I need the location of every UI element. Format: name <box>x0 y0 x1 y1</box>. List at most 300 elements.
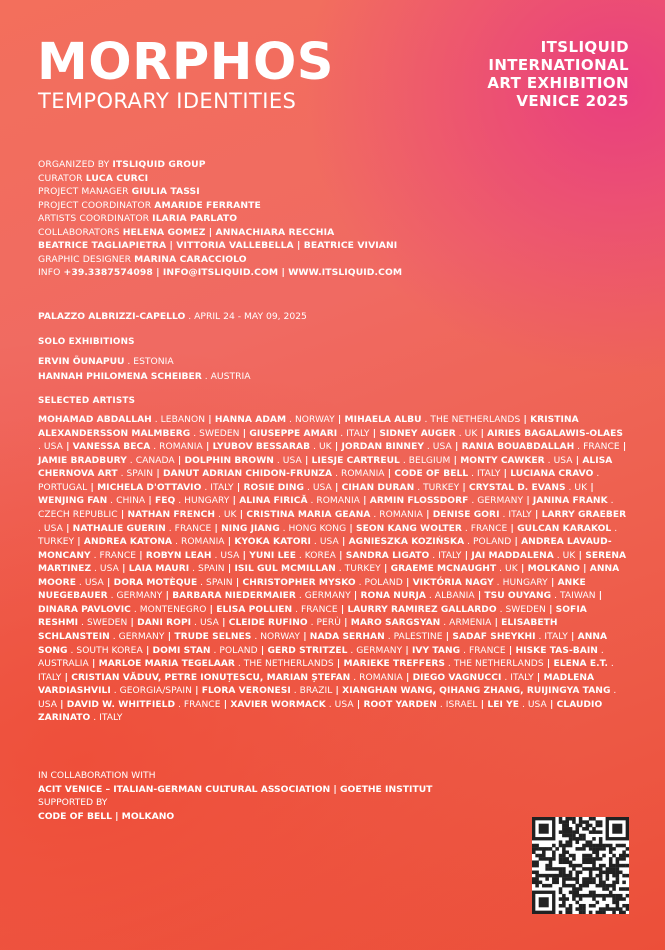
separator: | <box>299 632 310 642</box>
qr-module <box>586 877 590 881</box>
separator: | <box>61 672 72 683</box>
qr-module <box>559 854 563 858</box>
artist-name: ROSIE DING <box>243 482 305 493</box>
qr-module <box>599 871 603 875</box>
qr-module <box>612 867 616 871</box>
artist-entry: AIRIES BAGALAWIS-OLAES . USA <box>38 428 623 453</box>
separator: | <box>531 509 542 520</box>
collaboration-block <box>38 769 432 823</box>
artist-name: MONTY CAWKER <box>460 455 545 466</box>
artist-country: UK <box>562 550 576 561</box>
separator: | <box>517 564 528 575</box>
qr-module <box>575 830 579 834</box>
artist-country: GERMANY <box>356 645 403 656</box>
separator: | <box>62 523 73 534</box>
separator: | <box>236 509 247 520</box>
qr-module <box>599 844 603 848</box>
separator: | <box>331 482 342 493</box>
artist-country: UK <box>505 564 518 575</box>
separator: | <box>331 442 342 453</box>
qr-module <box>622 911 626 914</box>
exhibition-line: ART EXHIBITION <box>487 74 629 92</box>
separator: | <box>191 686 202 697</box>
qr-module <box>549 857 553 861</box>
separator: | <box>546 699 557 710</box>
qr-module <box>535 877 539 881</box>
qr-module <box>612 907 616 911</box>
qr-module <box>599 837 603 841</box>
artist-country: SOUTH KOREA <box>76 645 143 656</box>
qr-module <box>586 884 590 888</box>
artist-country: USA <box>38 699 57 710</box>
qr-module <box>582 877 586 881</box>
qr-module <box>579 884 583 888</box>
qr-module <box>626 894 629 898</box>
qr-module <box>609 894 613 898</box>
qr-module <box>552 854 556 858</box>
artist-country: SPAIN <box>126 469 154 480</box>
qr-module <box>542 874 546 878</box>
artist-entry: SADAF SHEYKHI . ITALY <box>452 632 568 642</box>
qr-module <box>575 840 579 844</box>
artist-country: UK <box>318 442 332 453</box>
separator: | <box>239 428 250 439</box>
qr-module <box>532 844 536 848</box>
qr-module <box>579 911 583 914</box>
qr-module <box>575 907 579 911</box>
artist-country: UK <box>223 509 237 520</box>
artist-name: CLEIDE RUFINO <box>228 618 308 629</box>
qr-module <box>569 837 573 841</box>
qr-module <box>562 874 566 878</box>
qr-module <box>579 847 583 851</box>
artist-entry: GERD STRITZEL . GERMANY <box>267 645 403 656</box>
artist-entry: LUCIANA CRAVO . PORTUGAL <box>38 469 600 493</box>
qr-module <box>619 871 623 875</box>
qr-module <box>606 894 610 898</box>
separator: | <box>205 415 215 425</box>
artist-country: ITALY <box>210 482 234 493</box>
artist-entry: SIDNEY AUGER . UK <box>379 428 478 439</box>
artist-name: ELISABETH SCHLANSTEIN <box>38 618 558 642</box>
artist-name: NATHAN FRENCH <box>127 509 216 520</box>
artist-entry: DAVID W. WHITFIELD . FRANCE <box>66 699 221 710</box>
qr-module <box>535 874 539 878</box>
qr-module <box>562 824 566 828</box>
artist-country: PORTUGAL <box>38 482 88 493</box>
artist-country: ARMENIA <box>449 618 492 629</box>
artist-country: USA <box>282 455 302 466</box>
qr-module <box>572 817 576 821</box>
artist-country: ROMANIA <box>316 496 360 507</box>
separator: | <box>74 537 84 548</box>
qr-module <box>582 881 586 885</box>
qr-module <box>565 877 569 881</box>
artist-entry: MARLOE MARIA TEGELAAR . THE NETHERLANDS <box>98 659 334 670</box>
qr-module <box>582 894 586 898</box>
artist-country: SWEDEN <box>86 618 128 629</box>
qr-module <box>559 874 563 878</box>
artist-country: NORWAY <box>294 415 335 425</box>
qr-module <box>542 857 546 861</box>
qr-module <box>602 911 606 914</box>
artist-country: TURKEY <box>423 482 460 493</box>
artist-name: CLAUDIO ZARINATO <box>38 699 603 724</box>
artist-name: ANDREA LAVAUD-MONCANY <box>38 537 612 561</box>
separator: | <box>335 550 346 561</box>
qr-module <box>592 881 596 885</box>
artist-name: ARMIN FLOSSDORF <box>369 496 469 507</box>
artist-country: USA <box>220 550 240 561</box>
artist-entry: NATHAN FRENCH . UK <box>127 509 237 520</box>
qr-module <box>555 881 559 885</box>
artist-name: NING JIANG <box>221 523 280 534</box>
solo-heading: SOLO EXHIBITIONS <box>38 337 135 347</box>
qr-module <box>569 877 573 881</box>
qr-module <box>555 867 559 871</box>
qr-module <box>616 867 620 871</box>
artist-name: DANI ROPI <box>137 618 192 629</box>
qr-module <box>592 860 596 864</box>
artist-name: HISKE TAS-BAIN <box>515 645 598 656</box>
qr-module <box>602 881 606 885</box>
artist-entry: ALINA FIRICĂ . ROMANIA <box>239 496 360 507</box>
qr-module <box>532 850 536 854</box>
qr-module <box>565 840 569 844</box>
separator: | <box>340 618 351 629</box>
artist-name: MARIEKE TREFFERS <box>343 659 445 670</box>
qr-module <box>609 847 613 851</box>
qr-module <box>596 844 600 848</box>
qr-module <box>612 897 616 901</box>
separator: | <box>224 537 235 548</box>
separator: | <box>62 442 73 453</box>
qr-module <box>609 864 613 868</box>
qr-finder <box>612 824 622 834</box>
qr-module <box>599 877 603 881</box>
qr-module <box>562 897 566 901</box>
artist-country: ROMANIA <box>379 509 423 520</box>
artist-country: CZECH REPUBLIC <box>38 509 118 520</box>
qr-module <box>569 840 573 844</box>
separator: | <box>337 604 348 615</box>
qr-module <box>572 891 576 895</box>
qr-module <box>535 854 539 858</box>
qr-module <box>606 871 610 875</box>
qr-module <box>619 894 623 898</box>
qr-module <box>535 871 539 875</box>
qr-module <box>609 860 613 864</box>
qr-module <box>562 847 566 851</box>
artist-country: POLAND <box>219 645 258 656</box>
artist-entry: NING JIANG . HONG KONG <box>221 523 347 534</box>
qr-module <box>616 877 620 881</box>
qr-module <box>609 844 613 848</box>
qr-module <box>586 867 590 871</box>
separator: | <box>545 604 556 615</box>
qr-module <box>555 874 559 878</box>
qr-module <box>535 860 539 864</box>
qr-module <box>562 820 566 824</box>
artist-entry: ALISA CHERNOVA ART . SPAIN <box>38 455 613 480</box>
artist-name: MICHELA D'OTTAVIO <box>97 482 202 493</box>
qr-module <box>582 844 586 848</box>
separator: | <box>346 523 357 534</box>
qr-module <box>602 897 606 901</box>
qr-module <box>559 817 563 821</box>
qr-module <box>565 911 569 914</box>
artist-country: ITALY <box>510 672 534 683</box>
qr-module <box>599 884 603 888</box>
qr-module <box>599 840 603 844</box>
separator: | <box>500 469 511 480</box>
qr-module <box>586 881 590 885</box>
separator: | <box>619 442 627 453</box>
qr-module <box>589 874 593 878</box>
qr-module <box>565 830 569 834</box>
qr-module <box>606 867 610 871</box>
qr-module <box>565 884 569 888</box>
artist-entry: JAI MADDALENA . UK <box>471 550 576 561</box>
qr-module <box>582 867 586 871</box>
qr-module <box>599 830 603 834</box>
qr-module <box>589 881 593 885</box>
credit-line: INFO +39.3387574098 | INFO@ITSLIQUID.COM | WWW.ITSLIQUID.COM <box>38 267 403 278</box>
qr-module <box>562 827 566 831</box>
artist-entry: LIESJE CARTREUL . BELGIUM <box>311 455 451 466</box>
qr-module <box>612 884 616 888</box>
artist-country: UK <box>574 482 588 493</box>
artist-name: ISIL GUL MCMILLAN <box>234 564 336 575</box>
qr-module <box>562 854 566 858</box>
artist-entry: GULCAN KARAKOL . TURKEY <box>38 523 618 548</box>
artist-entry: XIANGHAN WANG, QIHANG ZHANG, RUIJINGYA TANG . USA <box>38 686 617 710</box>
qr-module <box>539 874 543 878</box>
separator: | <box>145 496 156 507</box>
artist-country: USA <box>334 699 354 710</box>
supported-label: SUPPORTED BY <box>38 797 108 808</box>
qr-module <box>532 877 536 881</box>
artist-country: THE NETHERLANDS <box>430 415 521 425</box>
separator: | <box>350 591 361 602</box>
separator: | <box>477 699 488 710</box>
qr-module <box>572 887 576 891</box>
artist-entry: ARMIN FLOSSDORF . GERMANY <box>369 496 524 507</box>
artist-entry: CODE OF BELL . ITALY <box>394 469 501 480</box>
qr-module <box>599 881 603 885</box>
artist-name: WENJING FAN <box>38 496 108 507</box>
artist-entry: KYOKA KATORI . USA <box>234 537 339 548</box>
qr-module <box>586 894 590 898</box>
artist-entry <box>528 564 580 574</box>
separator: | <box>206 604 217 615</box>
artist-country: SWEDEN <box>199 428 240 439</box>
qr-module <box>569 827 573 831</box>
qr-module <box>592 894 596 898</box>
qr-module <box>539 854 543 858</box>
venue-dates: . APRIL 24 - MAY 09, 2025 <box>185 311 307 322</box>
artist-name: VANESSA BECA <box>72 442 151 453</box>
artist-entry: SOFIA RESHMI . SWEDEN <box>38 604 587 629</box>
qr-module <box>532 881 536 885</box>
separator: | <box>459 482 469 493</box>
artist-country: FRANCE <box>301 604 338 615</box>
artist-name: GULCAN KARAKOL <box>517 523 612 534</box>
artist-name: ROOT YARDEN <box>363 699 437 710</box>
qr-module <box>602 894 606 898</box>
qr-module <box>616 860 620 864</box>
qr-module <box>619 887 623 891</box>
credit-line: PROJECT COORDINATOR AMARIDE FERRANTE <box>38 199 261 211</box>
qr-module <box>572 897 576 901</box>
qr-module <box>602 887 606 891</box>
qr-module <box>569 834 573 838</box>
qr-module <box>565 850 569 854</box>
qr-module <box>579 904 583 908</box>
separator: | <box>402 577 413 588</box>
artist-name: RONA NURJA <box>360 591 426 602</box>
artist-entry: LEI YE . USA <box>487 699 547 710</box>
artist-entry: LYUBOV BESSARAB . UK <box>212 442 332 453</box>
artist-name: MOHAMAD ABDALLAH <box>38 415 152 425</box>
separator: | <box>575 550 586 561</box>
artist-name: CIHAN DURAN <box>341 482 415 493</box>
artist-name: VIKTÓRIA NAGY <box>412 577 494 588</box>
artist-country: SPAIN <box>206 577 233 588</box>
qr-module <box>589 840 593 844</box>
qr-module <box>572 857 576 861</box>
qr-module <box>616 894 620 898</box>
separator: | <box>257 645 268 656</box>
qr-module <box>592 904 596 908</box>
artist-name: ELISA POLLIEN <box>216 604 293 615</box>
separator: | <box>233 482 244 493</box>
artist-entry: LAIA MAURI . SPAIN <box>128 564 225 575</box>
artist-name: LARRY GRAEBER <box>541 509 627 520</box>
artist-entry: VANESSA BECA . ROMANIA <box>72 442 203 453</box>
artist-country: ROMANIA <box>340 469 385 480</box>
qr-module <box>602 844 606 848</box>
qr-module <box>589 894 593 898</box>
artist-country: ITALY <box>38 672 62 683</box>
qr-module <box>626 907 629 911</box>
qr-module <box>589 847 593 851</box>
artist-name: DORA MOTÈQUE <box>113 577 198 588</box>
qr-module <box>596 850 600 854</box>
artist-name: IVY TANG <box>412 645 461 656</box>
artist-country: USA <box>43 442 63 453</box>
artist-entry: HISKE TAS-BAIN . AUSTRALIA <box>38 645 604 670</box>
separator: | <box>543 659 554 670</box>
separator: | <box>595 591 603 602</box>
qr-module <box>575 877 579 881</box>
qr-module <box>592 864 596 868</box>
qr-module <box>599 911 603 914</box>
qr-module <box>562 850 566 854</box>
artist-entry: CRYSTAL D. EVANS . UK <box>468 482 588 493</box>
artist-country: NORWAY <box>260 632 300 642</box>
qr-module <box>549 864 553 868</box>
separator: | <box>523 496 533 507</box>
artist-country: USA <box>84 577 104 588</box>
artist-name: SIDNEY AUGER <box>379 428 456 439</box>
artist-name: LAIA MAURI <box>128 564 190 575</box>
artist-name: AGNIESZKA KOZIŃSKA <box>348 537 465 548</box>
artist-entry: KRISTINA ALEXANDERSSON MALMBERG . SWEDEN <box>38 415 579 439</box>
artist-name: MARLOE MARIA TEGELAAR <box>98 659 235 670</box>
qr-module <box>552 877 556 881</box>
artist-name: JORDAN BINNEY <box>341 442 424 453</box>
qr-module <box>569 860 573 864</box>
qr-module <box>596 867 600 871</box>
separator: | <box>88 659 99 670</box>
qr-module <box>562 844 566 848</box>
qr-module <box>599 874 603 878</box>
qr-module <box>589 877 593 881</box>
artist-name: SOFIA RESHMI <box>38 604 587 629</box>
artist-country: ROMANIA <box>159 442 203 453</box>
artist-country: KOREA <box>304 550 336 561</box>
qr-module <box>579 864 583 868</box>
artist-entry: TRUDE SELNES . NORWAY <box>174 632 300 642</box>
separator: | <box>402 672 413 683</box>
qr-module <box>609 891 613 895</box>
solo-list <box>38 354 250 384</box>
separator: | <box>56 699 67 710</box>
separator: | <box>127 618 138 629</box>
artist-country: ITALY <box>438 550 462 561</box>
artist-name: DENISE GORI <box>432 509 500 520</box>
qr-module <box>586 840 590 844</box>
qr-module <box>622 854 626 858</box>
qr-module <box>572 867 576 871</box>
qr-module <box>612 871 616 875</box>
artist-country: HUNGARY <box>502 577 548 588</box>
qr-module <box>539 847 543 851</box>
separator: | <box>579 564 590 575</box>
artist-country: ITALY <box>99 713 123 724</box>
qr-module <box>619 911 623 914</box>
separator: | <box>232 577 243 588</box>
separator: | <box>511 537 522 548</box>
qr-module <box>542 847 546 851</box>
qr-module <box>572 854 576 858</box>
separator: | <box>359 496 370 507</box>
qr-module <box>572 864 576 868</box>
artist-country: SWEDEN <box>505 604 546 615</box>
qr-module <box>622 857 626 861</box>
artist-country: GEORGIA/SPAIN <box>119 686 192 697</box>
artist-name: CRISTIAN VĂDUV, PETRE IONUȚESCU, MARIAN ȘTEFAN <box>71 672 351 683</box>
qr-module <box>565 820 569 824</box>
collab-partners: ACIT VENICE – ITALIAN-GERMAN CULTURAL ASSOCIATION | GOETHE INSTITUT <box>38 783 433 795</box>
qr-module <box>622 844 626 848</box>
artist-name: ELENA E.T. <box>553 659 608 670</box>
list-item: HANNAH PHILOMENA SCHEIBER . AUSTRIA <box>38 371 251 382</box>
qr-module <box>552 850 556 854</box>
qr-module <box>572 837 576 841</box>
qr-module <box>549 867 553 871</box>
qr-module <box>616 844 620 848</box>
artist-name: MARO SARGSYAN <box>350 618 441 629</box>
artist-name: SADAF SHEYKHI <box>452 632 536 642</box>
qr-module <box>606 887 610 891</box>
qr-module <box>565 857 569 861</box>
qr-module <box>569 907 573 911</box>
qr-module <box>572 894 576 898</box>
artist-country: GERMANY <box>116 591 163 602</box>
artist-country: POLAND <box>364 577 403 588</box>
